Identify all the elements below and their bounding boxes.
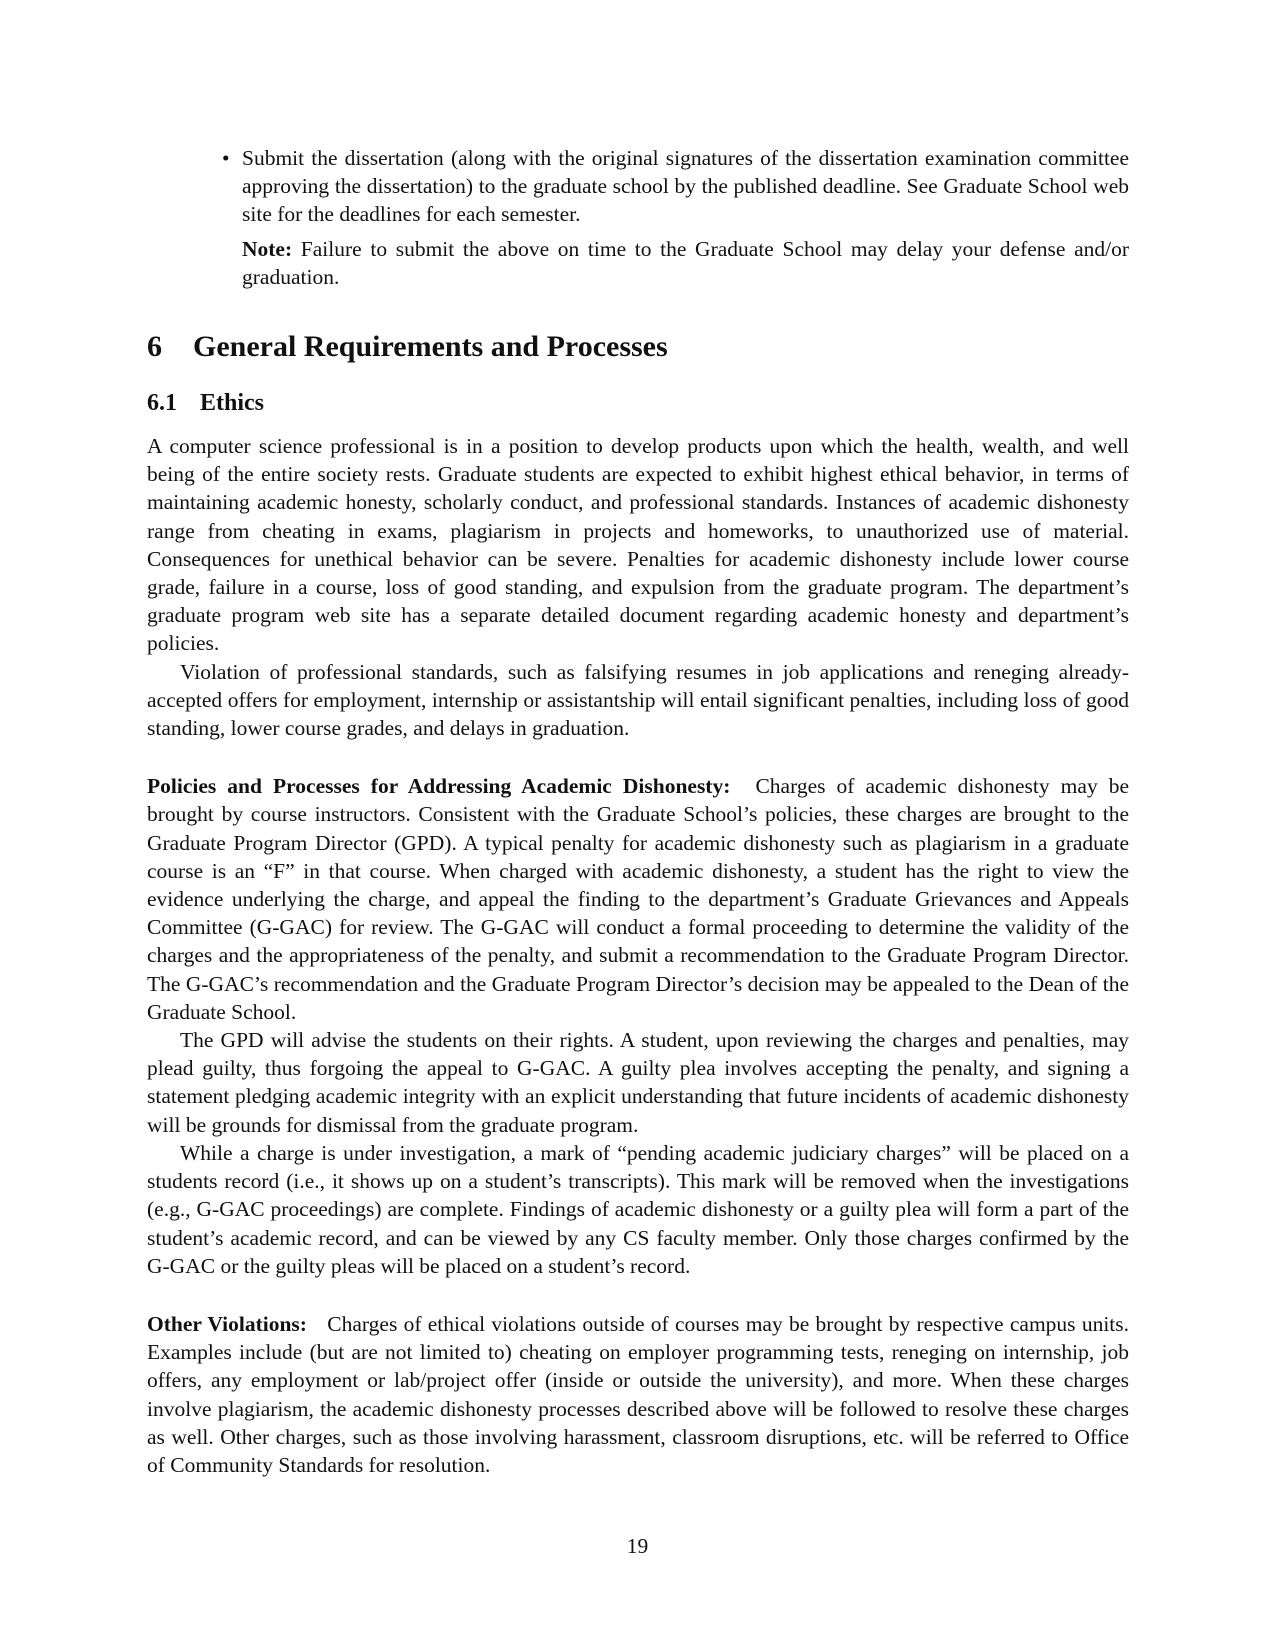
- other-violations-heading: Other Violations:: [147, 1311, 307, 1336]
- policies-paragraph-2: The GPD will advise the students on their rights. A student, upon reviewing the charges and penalties, may plead guilty, thus forgoing the appeal to G-GAC. A guilty plea involves accepting the penalty, and signing a statement pledging academic integrity with an explicit understanding that future incidents of academic dishonesty will be grounds for dismissal from the graduate program.: [147, 1028, 1129, 1137]
- section-number: 6: [147, 330, 162, 364]
- note-label: Note:: [242, 236, 293, 261]
- ethics-paragraph-2: Violation of professional standards, such as falsifying resumes in job applications and reneging already-accepted offers for employment, internship or assistantship will entail significant penalties, including loss of good standing, lower course grades, and delays in graduation.: [147, 659, 1129, 741]
- section-title: General Requirements and Processes: [193, 330, 668, 364]
- subsection-number: 6.1: [147, 390, 177, 417]
- bullet-marker: •: [222, 146, 230, 170]
- ethics-paragraph-1: A computer science professional is in a position to develop products upon which the health, wealth, and well being of the entire society rests. Graduate students are expected to exhibit highest ethical behavior, in terms of maintaining academic honesty, scholarly conduct, and professional standards. Instances of academic dishonesty range from cheating in exams, plagiarism in projects and homeworks, to unauthorized use of material. Consequences for unethical behavior can be severe. Penalties for academic dishonesty include lower course grade, failure in a course, loss of good standing, and expulsion from the graduate program. The department’s graduate program web site has a separate detailed document regarding academic honesty and department’s policies.: [147, 434, 1129, 656]
- section-heading: [147, 327, 1129, 367]
- policies-text-1: Charges of academic dishonesty may be brought by course instructors. Consistent with the Graduate School’s policies, these charges are brought to the Graduate Program Director (GPD). A typical penalty for academic dishonesty such as plagiarism in a graduate course is an “F” in that course. When charged with academic dishonesty, a student has the right to view the evidence underlying the charge, and appeal the finding to the department’s Graduate Grievances and Appeals Committee (G-GAC) for review. The G-GAC will conduct a formal proceeding to determine the validity of the charges and the appropriateness of the penalty, and submit a recommendation to the Graduate Program Director. The G-GAC’s recommendation and the Graduate Program Director’s decision may be appealed to the Dean of the Graduate School.: [147, 774, 1130, 1024]
- policies-paragraph-1: [147, 772, 1129, 1026]
- policies-paragraph-3: While a charge is under investigation, a mark of “pending academic judiciary charges” will be placed on a students record (i.e., it shows up on a student’s transcripts). This mark will be removed when the investigations (e.g., G-GAC proceedings) are complete. Findings of academic dishonesty or a guilty plea will form a part of the student’s academic record, and can be viewed by any CS faculty member. Only those charges confirmed by the G-GAC or the guilty pleas will be placed on a student’s record.: [147, 1140, 1129, 1278]
- other-violations-text: Charges of ethical violations outside of courses may be brought by respective campus units. Examples include (but are not limited to) cheating on employer programming tests, reneging on internship, job offers, any employment or lab/project offer (inside or outside the university), and more. When these charges involve plagiarism, the academic dishonesty processes described above will be followed to resolve these charges as well. Other charges, such as those involving harassment, classroom disruptions, etc. will be referred to Office of Community Standards for resolution.: [147, 1311, 1130, 1477]
- other-violations-paragraph: [147, 1310, 1129, 1479]
- subsection-heading: [147, 387, 1129, 419]
- document-page: [147, 144, 1129, 1479]
- page-number: 19: [626, 1534, 649, 1558]
- bullet-text: Submit the dissertation (along with the original signatures of the dissertation examination committee approving the dissertation) to the graduate school by the published deadline. See Graduate School web site for the deadlines for each semester.: [242, 146, 1129, 227]
- policies-heading: Policies and Processes for Addressing Academic Dishonesty:: [147, 774, 731, 799]
- bullet-note: [242, 235, 1129, 291]
- bullet-item: [222, 144, 1130, 291]
- subsection-title: Ethics: [200, 390, 265, 417]
- note-text: Failure to submit the above on time to the Graduate School may delay your defense and/or graduation.: [242, 236, 1130, 289]
